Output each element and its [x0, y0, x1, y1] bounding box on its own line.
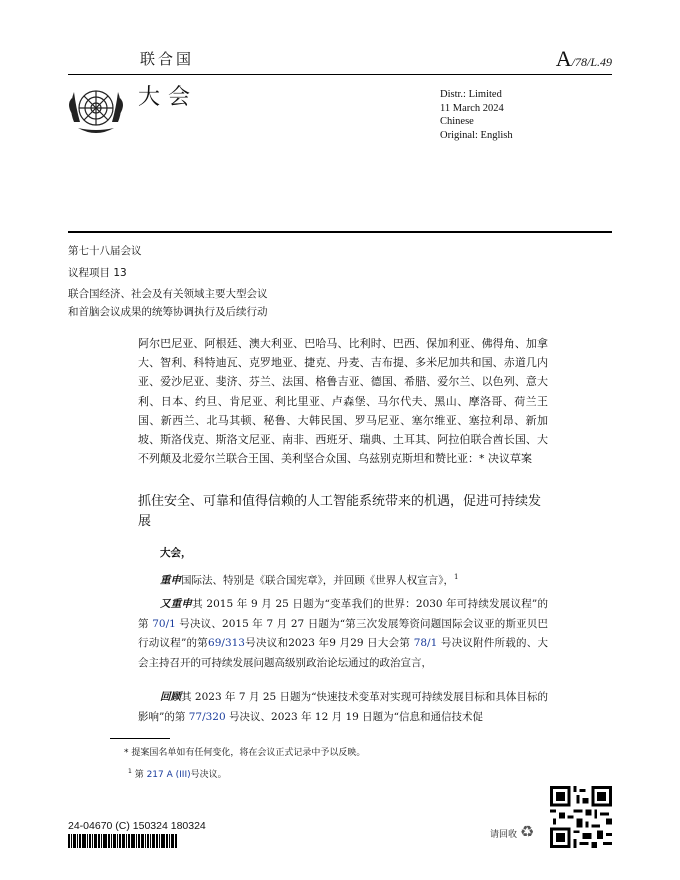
- agenda-item: 议程项目 13: [68, 267, 127, 279]
- footnote-1-a: 第: [134, 770, 147, 780]
- para2-lead: 又重申: [160, 598, 193, 610]
- un-emblem-icon: [64, 78, 128, 142]
- footnote-1: [128, 767, 227, 780]
- document-symbol: [556, 46, 612, 72]
- link-69-313[interactable]: 69/313: [208, 637, 245, 649]
- para2-b: 号决议、2015 年 7 月 27 日题为“第三次发展筹资问题国际会议亚的斯亚贝巴行动议程”的第: [138, 617, 549, 649]
- para-also-reaffirm: [138, 595, 548, 673]
- agenda-title-1: 联合国经济、社会及有关领域主要大型会议: [68, 288, 268, 300]
- resolution-title: 抓住安全、可靠和值得信赖的人工智能系统带来的机遇，促进可持续发展: [138, 494, 542, 529]
- para1-footnote-ref[interactable]: 1: [454, 573, 459, 581]
- footnote-rule: [110, 738, 170, 739]
- para-recall: [138, 688, 548, 727]
- symbol-number: /78/L.49: [571, 55, 612, 69]
- original-line: Original: English: [440, 129, 513, 141]
- org-name: 联合国: [140, 50, 195, 68]
- link-78-1[interactable]: 78/1: [413, 637, 438, 649]
- date-line: 11 March 2024: [440, 102, 504, 114]
- sponsors-list: 阿尔巴尼亚、阿根廷、澳大利亚、巴哈马、比利时、巴西、保加利亚、佛得角、加拿大、智利、科特迪瓦、克罗地亚、捷克、丹麦、吉布提、多米尼加共和国、赤道几内亚、爱沙尼亚、斐济、芬兰、法国、格鲁吉亚、德国、希腊、爱尔兰、以色列、意大利、日本、约旦、肯尼亚、利比里亚、卢森堡、马尔代夫、黑山、摩洛哥、荷兰王国、新西兰、北马其顿、秘鲁、大韩民国、罗马尼亚、塞尔维亚、塞拉利昂、新加坡、斯洛伐克、斯洛文尼亚、南非、西班牙、瑞典、土耳其、阿拉伯联合酋长国、大不列颠及北爱尔兰联合王国、美利坚合众国、乌兹别克斯坦和赞比亚：* 决议草案: [138, 337, 548, 466]
- para-reaffirm: [138, 568, 548, 591]
- recycle-label: [490, 822, 534, 841]
- distr-line: Distr.: Limited: [440, 89, 502, 100]
- session-label: 第七十八届会议: [68, 245, 142, 257]
- document-number: 24-04670 (C) 150324 180324: [68, 820, 206, 832]
- footnote-1-b: 号决议。: [190, 770, 227, 780]
- para3-a: 其 2023 年 7 月 25 日题为“快速技术变革对实现可持续发展目标和具体目标的影响”的第: [138, 691, 548, 723]
- para2-a: 其 2015 年 9 月 25 日题为“变革我们的世界：2030 年可持续发展议程”的第: [138, 598, 548, 630]
- para3-lead: 回顾: [160, 691, 182, 703]
- link-77-320[interactable]: 77/320: [188, 710, 226, 723]
- symbol-letter: A: [555, 46, 572, 71]
- para2-c: 号决议和2023 年9 月29 日大会第: [245, 637, 414, 649]
- recycle-icon: ♻: [519, 822, 535, 841]
- language-line: Chinese: [440, 116, 474, 127]
- assembly-title: 大会: [138, 85, 199, 110]
- distribution-block: [440, 88, 513, 142]
- para-assembly: 大会，: [160, 547, 192, 559]
- link-217-a-iii[interactable]: 217 A (III): [146, 770, 191, 780]
- barcode-icon: [68, 834, 208, 848]
- para1-lead: 重申: [160, 574, 181, 587]
- agenda-title-2: 和首脑会议成果的统筹协调执行及后续行动: [68, 306, 268, 318]
- para1-text: 国际法、特别是《联合国宪章》，并回顾《世界人权宣言》，: [181, 574, 454, 587]
- para2-d: 号决议附件所载的、大会主持召开的可持续发展问题高级别政治论坛通过的政治宣言，: [138, 637, 548, 669]
- thick-rule: [68, 231, 612, 233]
- link-70-1[interactable]: 70/1: [152, 617, 176, 630]
- footnote-star: * 提案国名单如有任何变化，将在会议正式记录中予以反映。: [124, 748, 366, 758]
- para3-b: 号决议、2023 年 12 月 19 日题为“信息和通信技术促: [225, 710, 484, 723]
- header-rule: [68, 74, 612, 75]
- footnote-1-num: 1: [128, 768, 132, 775]
- recycle-text: 请回收: [490, 830, 518, 840]
- qr-code-icon: [550, 786, 612, 848]
